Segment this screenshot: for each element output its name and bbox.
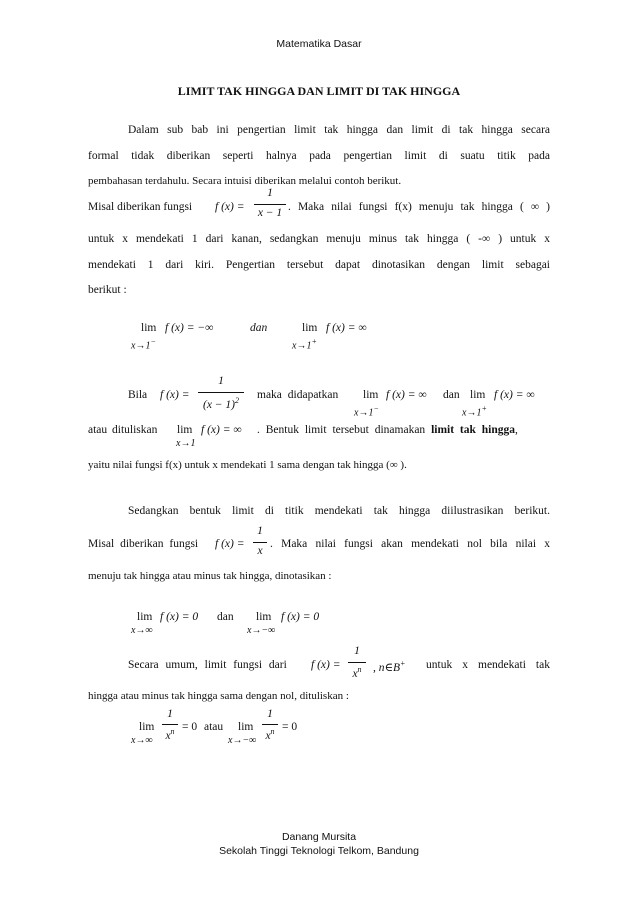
p4-line1: Sedangkan bentuk limit di titik mendekati tak hingga diilustrasikan berikut. [128, 505, 550, 517]
eq3-right-den: $x^n$ [265, 727, 275, 742]
eq2-right-sub: x→−∞ [247, 625, 276, 636]
p4-fx: f (x) = [215, 538, 245, 550]
eq3-left-bar [162, 724, 178, 725]
eq3-left-sub: x→∞ [131, 735, 153, 746]
p4-suffix: . Maka nilai fungsi akan mendekati nol bila nilai x [270, 538, 550, 550]
eq1-right-sub: x→1+ [292, 337, 317, 352]
eq3-lim-right: lim [238, 721, 254, 733]
eq2-right-expr: f (x) = 0 [281, 611, 320, 623]
eq2-left-expr: f (x) = 0 [160, 611, 199, 623]
footer-author: Danang Mursita [281, 831, 357, 843]
eq2-lim-left: lim [137, 611, 153, 623]
p3-atau: atau dituliskan [88, 424, 158, 436]
p3-line3: yaitu nilai fungsi f(x) untuk x mendekati 1 sama dengan tak hingga (∞ ). [88, 459, 407, 471]
p3-fx: f (x) = [160, 389, 190, 401]
footer-institution: Sekolah Tinggi Teknologi Telkom, Bandung [219, 845, 419, 857]
p3-bila: Bila [128, 389, 148, 401]
p2-line2: untuk x mendekati 1 dari kanan, sedangkan menuju minus tak hingga ( -∞ ) untuk x [88, 233, 550, 245]
eq3-left-den: $x^n$ [165, 727, 175, 742]
p4-prefix: Misal diberikan fungsi [88, 538, 199, 550]
p5-frac-den: $x^n$ [352, 665, 362, 680]
page-header: Matematika Dasar [276, 38, 362, 50]
p2-fx: f (x) = [215, 201, 245, 213]
p2-frac-bar [254, 204, 286, 205]
p4-frac-bar [253, 542, 267, 543]
p5-cond: , n∈B+ [373, 659, 406, 674]
p1-line3: pembahasan terdahulu. Secara intuisi diberikan melalui contoh berikut. [88, 175, 402, 187]
p5-prefix: Secara umum, limit fungsi dari [128, 659, 287, 671]
eq2-dan: dan [217, 611, 234, 623]
p4-frac-num: 1 [257, 525, 263, 537]
p4-line3: menuju tak hingga atau minus tak hingga, dinotasikan : [88, 570, 332, 582]
eq1-lim-left: lim [141, 322, 157, 334]
p3-maka: maka didapatkan [257, 389, 339, 401]
eq3-right-bar [262, 724, 278, 725]
p1-line1: Dalam sub bab ini pengertian limit tak hingga dan limit di tak hingga secara [128, 124, 550, 136]
p4-frac-den: x [257, 545, 263, 557]
p2-suffix: . Maka nilai fungsi f(x) menuju tak hingga ( ∞ ) [288, 201, 550, 213]
p3-lim1: lim [363, 389, 379, 401]
eq1-right-expr: f (x) = ∞ [326, 322, 367, 334]
eq3-left-num: 1 [167, 708, 173, 720]
p3-frac-num: 1 [218, 375, 224, 387]
p3-frac-den: $(x - 1)^2$ [202, 396, 240, 411]
eq3-right-sub: x→−∞ [228, 735, 257, 746]
eq1-lim-right: lim [302, 322, 318, 334]
p2-line3: mendekati 1 dari kiri. Pengertian tersebut dapat dinotasikan dengan limit sebagai [88, 259, 550, 271]
p2-prefix: Misal diberikan fungsi [88, 201, 193, 213]
p3-lim3-sub: x→1 [176, 438, 196, 449]
p1-line2: formal tidak diberikan seperti halnya pada pengertian limit di suatu titik pada [88, 150, 550, 162]
eq3-right-num: 1 [267, 708, 273, 720]
p5-frac-bar [348, 662, 366, 663]
eq3-atau: atau [204, 721, 224, 733]
p3-lim3-expr: f (x) = ∞ [201, 424, 242, 436]
p5-fx: f (x) = [311, 659, 341, 671]
eq3-left-eq0: = 0 [182, 721, 198, 733]
p3-frac-bar [198, 392, 244, 393]
p2-frac-den: x − 1 [257, 207, 283, 219]
p3-lim2-expr: f (x) = ∞ [494, 389, 535, 401]
p3-after: . Bentuk limit tersebut dinamakan limit tak hingga, [257, 424, 518, 436]
eq3-lim-left: lim [139, 721, 155, 733]
p3-lim1-sub: x→1− [354, 404, 379, 419]
eq1-dan: dan [250, 322, 268, 334]
p5-frac-num: 1 [354, 645, 360, 657]
p3-lim1-expr: f (x) = ∞ [386, 389, 427, 401]
p5-line2: hingga atau minus tak hingga sama dengan nol, dituliskan : [88, 690, 349, 702]
p5-suffix: untuk x mendekati tak [426, 659, 550, 671]
p2-frac-num: 1 [267, 187, 273, 199]
p3-lim2: lim [470, 389, 486, 401]
p3-term-bold: limit tak hingga [431, 424, 516, 436]
p3-lim2-sub: x→1+ [462, 404, 487, 419]
p3-lim3: lim [177, 424, 193, 436]
eq1-left-sub: x→1− [131, 337, 156, 352]
eq1-left-expr: f (x) = −∞ [165, 322, 214, 334]
eq3-right-eq0: = 0 [282, 721, 298, 733]
eq2-left-sub: x→∞ [131, 625, 153, 636]
p2-line4: berikut : [88, 284, 127, 296]
section-title: LIMIT TAK HINGGA DAN LIMIT DI TAK HINGGA [177, 84, 461, 98]
p3-dan: dan [443, 389, 460, 401]
eq2-lim-right: lim [256, 611, 272, 623]
